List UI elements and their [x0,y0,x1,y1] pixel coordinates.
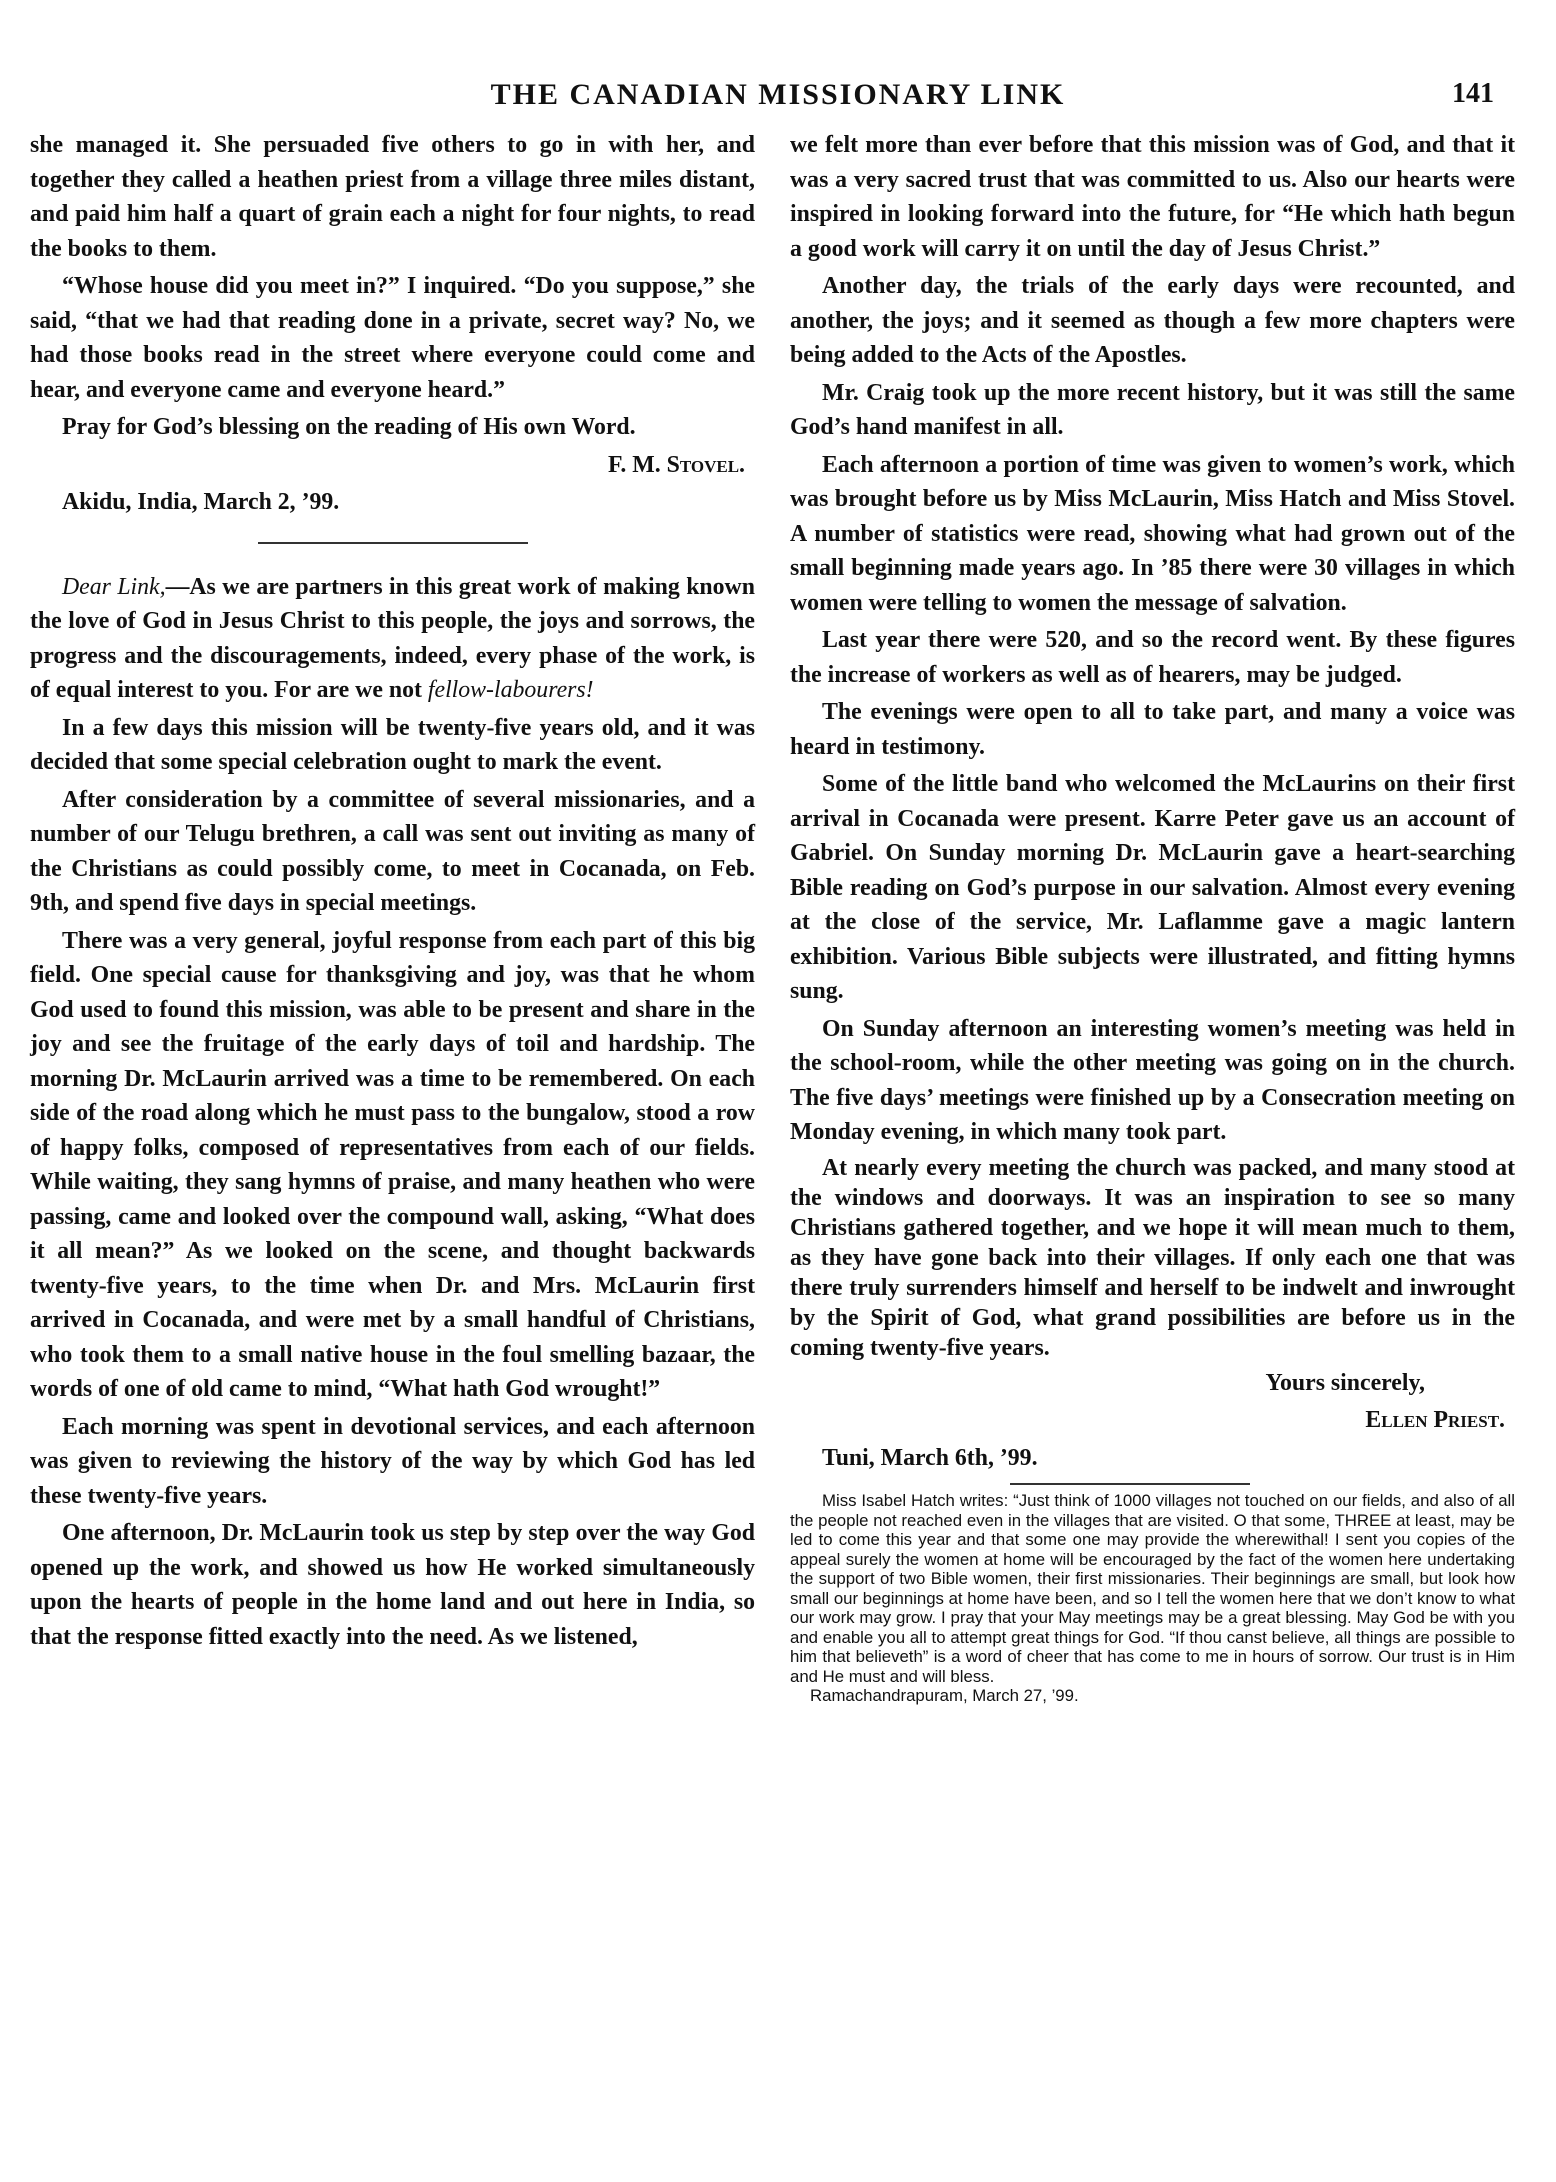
closing: Yours sincerely, [1265,1369,1425,1396]
footnote [790,1491,1515,1706]
dateline-tuni: Tuni, March 6th, ’99. [822,1444,1038,1471]
dateline-akidu: Akidu, India, March 2, ’99. [62,489,340,515]
page-header [40,78,1516,118]
note-divider [1010,1483,1250,1485]
running-title: THE CANADIAN MISSIONARY LINK [490,78,1066,111]
paragraph-salutation [30,570,755,708]
salutation: Dear Link, [62,573,166,600]
paragraph: Each afternoon a portion of time was given to women’s work, which was brought before us by Miss McLaurin, Miss Hatch and Miss Stovel. A number of statistics were read, showing what had grown out of the small beginning made years ago. In ’85 there were 30 villages in which women were telling to women the message of salvation. [790,451,1515,616]
italic-phrase: fellow-labourers! [427,677,594,703]
signature-priest: Ellen Priest. [1365,1407,1505,1433]
paragraph: Some of the little band who welcomed the McLaurins on their first arrival in Cocanada were present. Karre Peter gave us an account of Gabriel. On Sunday morning Dr. McLaurin gave a heart-searching Bible reading on God’s purpose in our salvation. Almost every evening at the close of the service, Mr. Laflamme gave a magic lantern exhibition. Various Bible subjects were illustrated, and fitting hymns sung. [790,771,1515,1004]
page-number: 141 [1452,78,1494,109]
paragraph: The evenings were open to all to take part, and many a voice was heard in testimony. [790,699,1515,760]
paragraph: There was a very general, joyful response from each part of this big field. One special cause for thanksgiving and joy, was that he whom God used to found this mission, was able to be present and share in the joy and see the fruitage of the early days of toil and hardship. The morning Dr. McLaurin arrived was a time to be remembered. On each side of the road along which he must pass to the bungalow, stood a row of happy folks, composed of representatives from each of our fields. While waiting, they sang hymns of praise, and many heathen who were passing, came and looked over the compound wall, asking, “What does it all mean?” As we looked on the scene, and thought backwards twenty-five years, to the time when Dr. and Mrs. McLaurin first arrived in Cocanada, and were met by a small handful of Christians, who took them to a small native house in the foul smelling bazaar, the words of one of old came to mind, “What hath God wrought!” [30,927,755,1402]
paragraph: Pray for God’s blessing on the reading of His own Word. [62,414,636,440]
paragraph: At nearly every meeting the church was packed, and many stood at the windows and doorways. It was an inspiration to see so many Christians gathered together, and we hope it will mean much to them, as they have gone back into their villages. If only each one that was there truly surrenders himself and herself to be indwelt and inwrought by the Spirit of God, what grand possibilities are before us in the coming twenty-five years. [790,1154,1515,1361]
paragraph: she managed it. She persuaded five others to go in with her, and together they called a heathen priest from a village three miles distant, and paid him half a quart of grain each a night for four nights, to read the books to them. [30,132,755,262]
paragraph: Last year there were 520, and so the record went. By these figures the increase of workers as well as of hearers, may be judged. [790,627,1515,688]
left-column [30,128,755,2148]
signature-stovel: F. M. Stovel. [607,451,745,478]
paragraph: Another day, the trials of the early days were recounted, and another, the joys; and it seemed as though a few more chapters were being added to the Acts of the Apostles. [790,273,1515,368]
paragraph: “Whose house did you meet in?” I inquired. “Do you suppose,” she said, “that we had that reading done in a private, secret way? No, we had those books read in the street where everyone could come and hear, and everyone came and everyone heard.” [30,273,755,403]
paragraph: we felt more than ever before that this mission was of God, and that it was a very sacred trust that was committed to us. Also our hearts were inspired in looking forward into the future, for “He which hath begun a good work will carry it on until the day of Jesus Christ.” [790,132,1515,262]
paragraph: Each morning was spent in devotional services, and each afternoon was given to reviewing the history of the way by which God has led these twenty-five years. [30,1413,755,1509]
paragraph: On Sunday afternoon an interesting women’s meeting was held in the school-room, while the other meeting was going on in the church. The five days’ meetings were finished up by a Consecration meeting on Monday evening, in which many took part. [790,1015,1515,1145]
paragraph: After consideration by a committee of several missionaries, and a number of our Telugu brethren, a call was sent out inviting as many of the Christians as could possibly come, to meet in Cocanada, on Feb. 9th, and spend five days in special meetings. [30,786,755,916]
paragraph-text: —As we are partners in this great work of making known the love of God in Jesus Christ to this people, the joys and sorrows, the progress and the discouragements, indeed, every phase of the work, is of equal interest to you. For are we not [30,573,755,703]
right-column [790,128,1515,2148]
paragraph: Mr. Craig took up the more recent history, but it was still the same God’s hand manifest in all. [790,379,1515,440]
section-divider [258,542,528,544]
footnote-dateline: Ramachandrapuram, March 27, ’99. [810,1686,1079,1705]
paragraph: One afternoon, Dr. McLaurin took us step by step over the way God opened up the work, and showed us how He worked simultaneously upon the hearts of people in the home land and out here in India, so that the response fitted exactly into the need. As we listened, [30,1520,755,1650]
paragraph: In a few days this mission will be twenty-five years old, and it was decided that some special celebration ought to mark the event. [30,714,755,775]
footnote-text: Miss Isabel Hatch writes: “Just think of 1000 villages not touched on our fields, and also of all the people not reached even in the villages that are visited. O that some, THREE at least, may be led to come this year and that some one may provide the wherewithal! I sent you copies of the appeal surely the women at home will be encouraged by the fact of the women here undertaking the support of two Bible women, their first missionaries. Their beginnings are small, but look how small our beginnings at home have been, and so I tell the women here that we don’t know to what our work may grow. I pray that your May meetings may be a great blessing. May God be with you and enable you all to attempt great things for God. “If thou canst believe, all things are possible to him that believeth” is a word of cheer that has come to me in hours of sorrow. Our trust is in Him and He must and will bless. [790,1491,1515,1686]
